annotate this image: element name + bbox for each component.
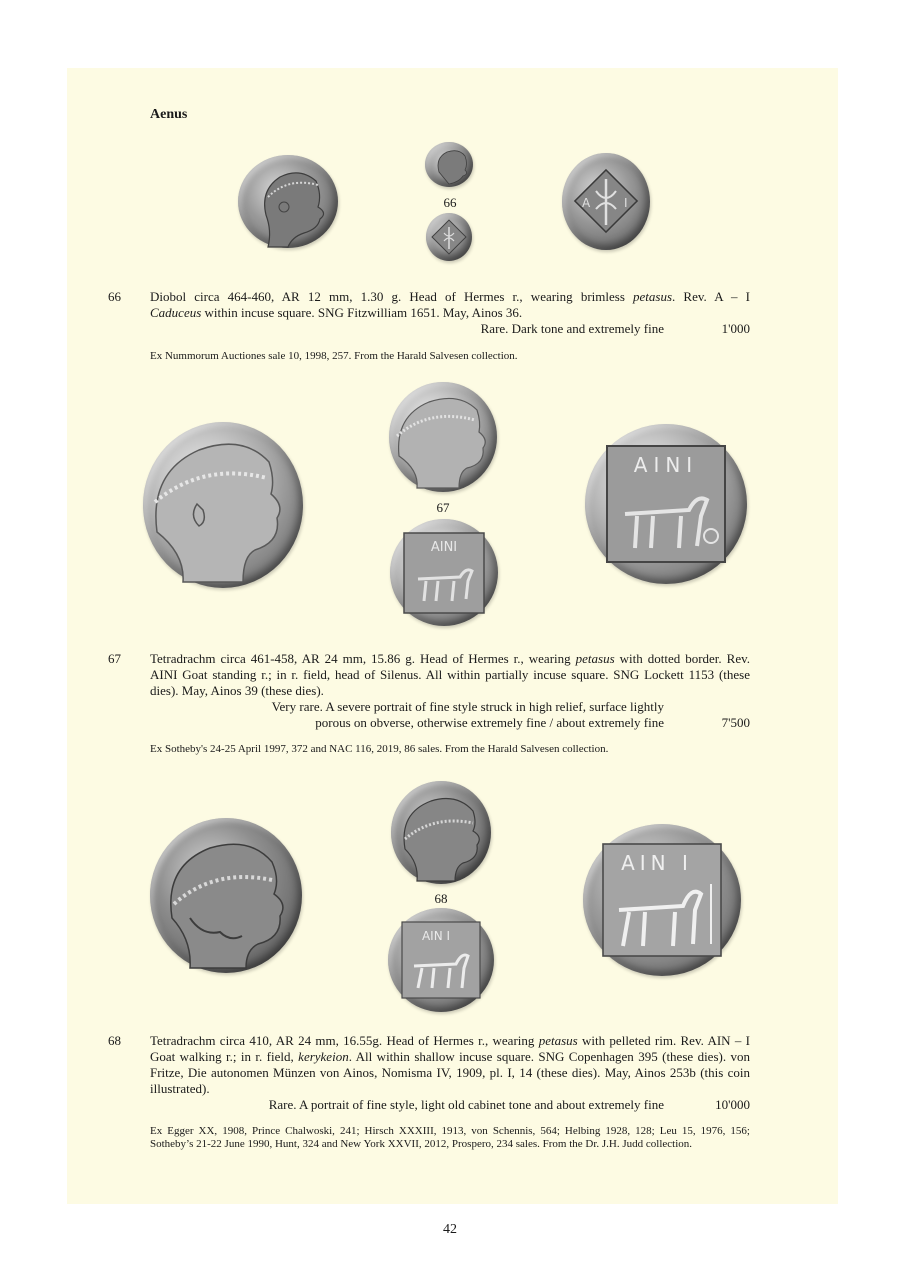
lot-67-desc-text: with dotted border. Rev. AINI Goat standing r.; in r. field, head of Silenus. All within partially incuse square. SNG Lockett 1153 (these dies). May, Ainos 39 (these dies). xyxy=(150,651,750,698)
lot-67-grade-line2: porous on obverse, otherwise extremely fine / about extremely fine xyxy=(315,715,664,730)
goat-icon xyxy=(583,824,741,976)
section-title: Aenus xyxy=(150,107,188,122)
lot-68-desc-italic: petasus xyxy=(538,1033,578,1048)
goat-icon xyxy=(585,424,747,584)
lot-67-grade-line1: Very rare. A severe portrait of fine style struck in high relief, surface lightly xyxy=(271,699,664,714)
coin-66-reverse-enlarged xyxy=(562,153,650,250)
lot-66-provenance: Ex Nummorum Auctiones sale 10, 1998, 257. From the Harald Salvesen collection. xyxy=(150,350,518,362)
coin-67-reverse-enlarged xyxy=(585,424,747,584)
goat-icon xyxy=(388,908,494,1012)
plate-number-66: 66 xyxy=(443,195,457,210)
svg-text:A: A xyxy=(582,196,591,210)
lot-68-provenance: Ex Egger XX, 1908, Prince Chalwoski, 241; Hirsch XXXIII, 1913, von Schennis, 564; Helbing 1928, 128; Leu 15, 1976, 156; Sotheby’s 21-22 June 1990, Hunt, 324 and New York XXVII, 2012, Prospero, 234 sales. From the Dr. J.H. Judd collection. xyxy=(150,1125,750,1150)
coin-67-obverse-enlarged xyxy=(143,422,303,588)
plate-number-67: 67 xyxy=(436,500,450,515)
hermes-head-icon xyxy=(391,781,491,884)
lot-66-price: 1'000 xyxy=(721,321,750,336)
coin-66-obverse xyxy=(425,142,473,187)
lot-67-description xyxy=(150,651,750,699)
coin-67-obverse xyxy=(389,382,497,492)
lot-66-desc-italic: Caduceus xyxy=(150,305,202,320)
lot-68-desc-text: with pelleted rim. Rev. AIN – I Goat walking r.; in r. field, xyxy=(150,1033,750,1064)
coin-68-reverse xyxy=(388,908,494,1012)
lot-68-desc-text: Tetradrachm circa 410, AR 24 mm, 16.55g. Head of Hermes r., wearing xyxy=(150,1033,539,1048)
lot-68-desc-text: . All within shallow incuse square. SNG Copenhagen 395 (these dies). von Fritze, Die autonomen Münzen von Ainos, Nomisma IV, 1909, pl. I, 14 (these dies). May, Ainos 253b (this coin illustrated). xyxy=(150,1049,751,1096)
lot-67-price: 7'500 xyxy=(721,715,750,730)
lot-68-price: 10'000 xyxy=(715,1097,750,1112)
coin-66-reverse xyxy=(426,213,472,261)
plate-number-68: 68 xyxy=(434,891,448,906)
lot-66-grade: Rare. Dark tone and extremely fine xyxy=(480,321,664,336)
coin-68-obverse-enlarged xyxy=(150,818,302,973)
coin-legend: AIN I xyxy=(421,929,451,943)
lot-68-grade: Rare. A portrait of fine style, light old cabinet tone and about extremely fine xyxy=(268,1097,664,1112)
caduceus-icon xyxy=(562,153,650,250)
lot-number-66: 66 xyxy=(108,289,121,304)
lot-number-67: 67 xyxy=(108,651,121,666)
lot-66-desc-text: . Rev. A – I xyxy=(672,289,750,304)
goat-icon xyxy=(390,519,498,626)
lot-67-desc-italic: petasus xyxy=(575,651,615,666)
lot-66-desc-text: within incuse square. SNG Fitzwilliam 1651. May, Ainos 36. xyxy=(201,305,523,320)
lot-68-desc-italic: kerykeion xyxy=(298,1049,349,1064)
coin-legend: AINI xyxy=(430,540,458,555)
hermes-head-icon xyxy=(425,142,473,187)
coin-68-reverse-enlarged xyxy=(583,824,741,976)
coin-67-reverse xyxy=(390,519,498,626)
coin-66-obverse-enlarged xyxy=(238,155,338,248)
lot-67-desc-text: Tetradrachm circa 461-458, AR 24 mm, 15.86 g. Head of Hermes r., wearing xyxy=(150,651,576,666)
hermes-head-icon xyxy=(150,818,302,973)
coin-legend: AIN I xyxy=(621,851,693,875)
caduceus-icon xyxy=(426,213,472,261)
hermes-head-icon xyxy=(238,155,338,248)
page-number: 42 xyxy=(443,1222,457,1237)
lot-66-description xyxy=(150,289,750,321)
lot-67-provenance: Ex Sotheby's 24-25 April 1997, 372 and NAC 116, 2019, 86 sales. From the Harald Salvesen collection. xyxy=(150,743,609,755)
lot-number-68: 68 xyxy=(108,1033,121,1048)
coin-legend: AINI xyxy=(633,453,699,477)
coin-68-obverse xyxy=(391,781,491,884)
svg-text:I: I xyxy=(624,196,628,210)
lot-66-desc-text: Diobol circa 464-460, AR 12 mm, 1.30 g. Head of Hermes r., wearing brimless xyxy=(150,289,634,304)
hermes-head-icon xyxy=(389,382,497,492)
lot-66-desc-italic: petasus xyxy=(633,289,673,304)
lot-68-description xyxy=(150,1033,750,1097)
hermes-head-icon xyxy=(143,422,303,588)
